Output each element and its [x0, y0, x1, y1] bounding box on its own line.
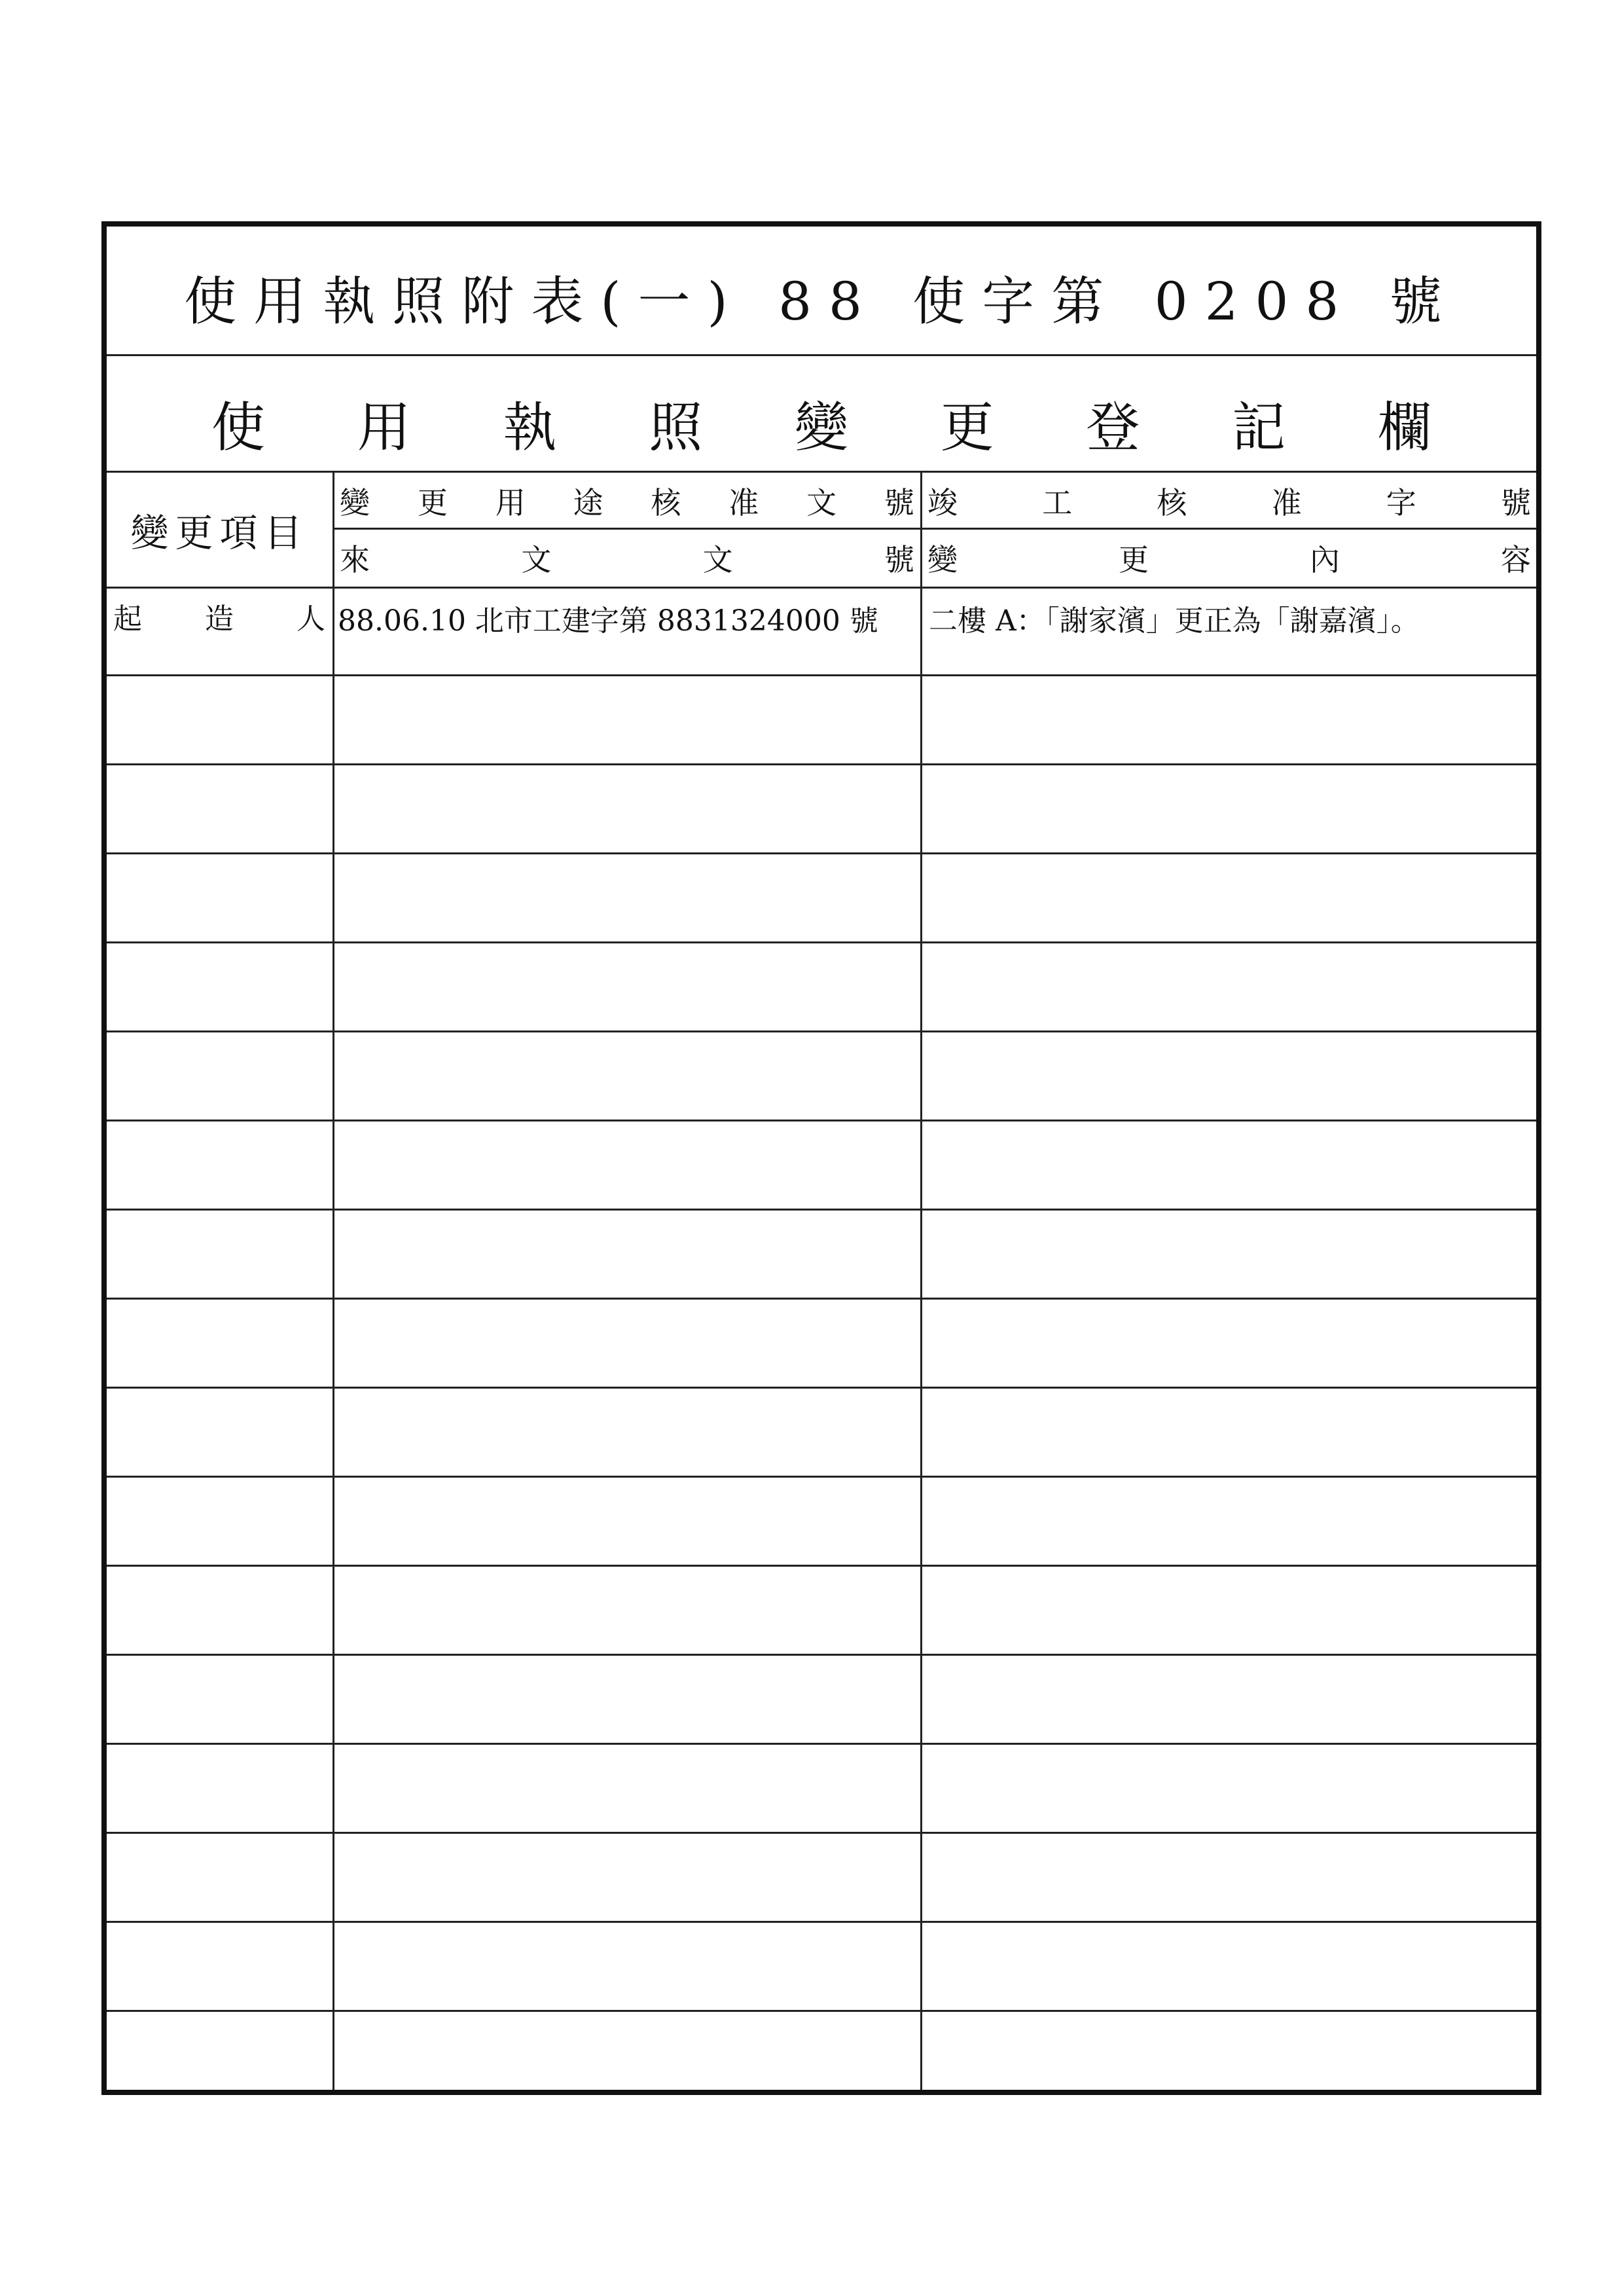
row-line: [107, 852, 1536, 854]
header-char: 變: [927, 542, 958, 577]
header-char: 變: [340, 485, 370, 520]
header-char: 號: [884, 542, 914, 577]
row-line: [107, 763, 1536, 765]
header-char: 核: [651, 485, 681, 520]
row-line: [107, 1298, 1536, 1300]
column-divider: [333, 473, 334, 2090]
page-title: 使用執照附表(一) 88 使字第 0208 號: [184, 271, 1459, 332]
section-title-char: 登: [1086, 397, 1140, 459]
column-divider: [920, 473, 922, 2090]
header-char: 更: [1119, 542, 1149, 577]
header-char: 文: [521, 542, 552, 577]
row-document-no: 88.06.10 北市工建字第 8831324000 號: [338, 604, 878, 638]
section-title-char: 記: [1232, 397, 1286, 459]
row-line: [107, 1921, 1536, 1923]
subtitle-row: [107, 356, 1536, 473]
header-change-content: [924, 532, 1535, 584]
header-char: 號: [1500, 485, 1531, 520]
header-char: 工: [1042, 485, 1073, 520]
header-char: 容: [1501, 542, 1531, 577]
license-table: [101, 221, 1541, 2095]
header-char: 准: [1271, 485, 1302, 520]
row-line: [107, 1387, 1536, 1389]
row-line: [107, 1476, 1536, 1478]
header-char: 准: [728, 485, 759, 520]
header-char: 號: [884, 485, 914, 520]
row-line: [107, 1120, 1536, 1121]
section-title-char: 使: [211, 397, 266, 459]
header-char: 核: [1157, 485, 1187, 520]
row-line: [107, 1209, 1536, 1211]
header-char: 用: [495, 485, 526, 520]
header-char: 文: [806, 485, 837, 520]
header-bottom-line: [107, 587, 1536, 589]
row-line: [107, 1565, 1536, 1567]
row-line: [107, 941, 1536, 943]
row-line: [107, 2010, 1536, 2012]
row-item-char: 造: [205, 602, 234, 636]
row-change-content: 二樓 A：「謝家濱」更正為「謝嘉濱」。: [929, 604, 1420, 638]
header-char: 內: [1310, 542, 1340, 577]
header-approval-doc-no: [336, 475, 918, 526]
section-title-char: 照: [649, 397, 703, 459]
row-line: [107, 1654, 1536, 1656]
section-title-char: 執: [503, 397, 557, 459]
row-line: [107, 1030, 1536, 1032]
row-item-char: 人: [297, 602, 325, 636]
row-line: [107, 1743, 1536, 1745]
header-incoming-doc-no: [336, 532, 918, 584]
header-char: 竣: [927, 485, 958, 520]
title-row: [107, 227, 1536, 356]
header-char: 途: [573, 485, 603, 520]
row-line: [107, 674, 1536, 676]
header-completion-approval-no: [924, 475, 1535, 526]
header-char: 文: [702, 542, 733, 577]
header-char: 來: [340, 542, 370, 577]
section-title-char: 更: [940, 397, 994, 459]
header-change-item: 變更項目: [130, 511, 309, 555]
row-item-applicant: [109, 592, 329, 640]
header-char: 字: [1386, 485, 1416, 520]
section-title-char: 用: [357, 397, 411, 459]
row-line: [107, 1832, 1536, 1834]
section-title: [107, 385, 1536, 459]
section-title-char: 欄: [1377, 397, 1431, 459]
section-title-char: 變: [794, 397, 848, 459]
header-char: 更: [417, 485, 448, 520]
row-item-char: 起: [113, 602, 142, 636]
header-split-line: [333, 528, 1536, 530]
